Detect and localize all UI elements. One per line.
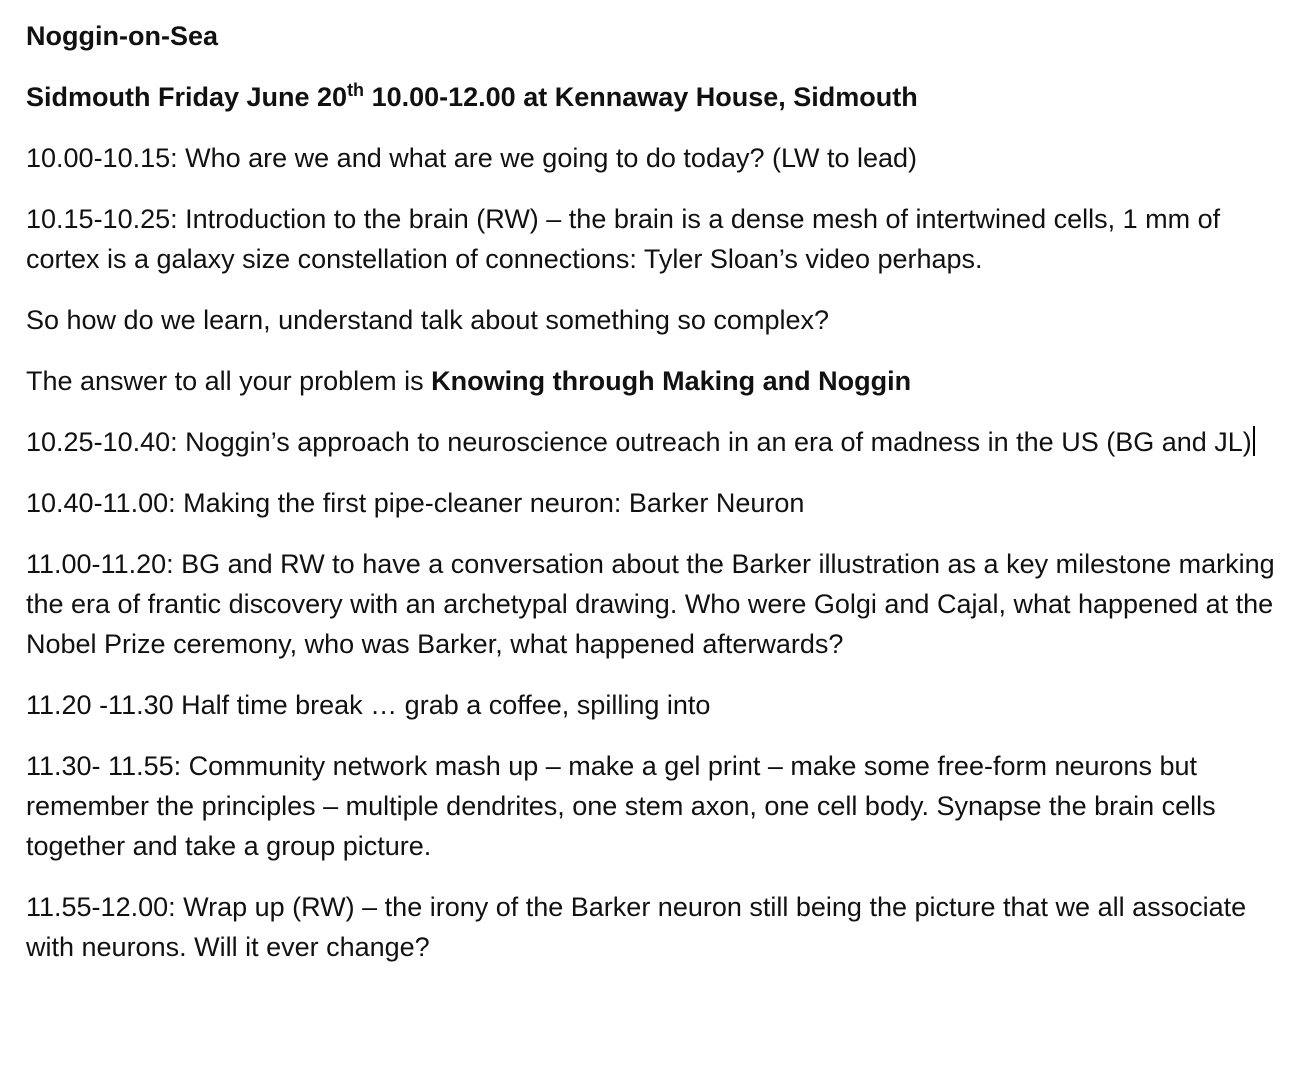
event-heading-date: Sidmouth Friday June 20 [26, 82, 348, 112]
agenda-item-text: 11.55-12.00: Wrap up (RW) – the irony of the Barker neuron still being the picture that we all associate with neurons. Will it ever change? [26, 892, 1247, 962]
bold-phrase: Knowing through Making and Noggin [431, 366, 912, 396]
text-cursor [1253, 426, 1255, 456]
doc-title [26, 16, 1276, 56]
agenda-item-intro [26, 138, 1276, 178]
title-text: Noggin-on-Sea [26, 21, 218, 51]
agenda-item-mash-up [26, 746, 1276, 866]
question-paragraph [26, 300, 1276, 340]
agenda-item-wrap-up [26, 887, 1276, 967]
paragraph-text: So how do we learn, understand talk about something so complex? [26, 305, 829, 335]
agenda-item-conversation [26, 544, 1276, 664]
agenda-item-outreach [26, 422, 1276, 462]
agenda-item-break [26, 685, 1276, 725]
agenda-item-text: 10.25-10.40: Noggin’s approach to neuroscience outreach in an era of madness in the US (BG and JL) [26, 427, 1252, 457]
agenda-item-text: 11.30- 11.55: Community network mash up – make a gel print – make some free-form neurons but remember the principles – multiple dendrites, one stem axon, one cell body. Synapse the brain cells together and take a group picture. [26, 751, 1216, 861]
agenda-item-text: 10.00-10.15: Who are we and what are we going to do today? (LW to lead) [26, 143, 918, 173]
answer-paragraph [26, 361, 1276, 401]
agenda-item-text: 11.20 -11.30 Half time break … grab a coffee, spilling into [26, 690, 711, 720]
agenda-item-text: 10.40-11.00: Making the first pipe-cleaner neuron: Barker Neuron [26, 488, 805, 518]
agenda-item-brain [26, 199, 1276, 279]
date-superscript: th [347, 80, 365, 100]
event-heading [26, 77, 1276, 117]
event-heading-time-location: 10.00-12.00 at Kennaway House, Sidmouth [364, 82, 918, 112]
agenda-item-text: 11.00-11.20: BG and RW to have a conversation about the Barker illustration as a key milestone marking the era of frantic discovery with an archetypal drawing. Who were Golgi and Cajal, what happened at the Nobel Prize ceremony, who was Barker, what happened afterwards? [26, 549, 1275, 659]
agenda-item-text: 10.15-10.25: Introduction to the brain (RW) – the brain is a dense mesh of intertwined cells, 1 mm of cortex is a galaxy size constellation of connections: Tyler Sloan’s video perhaps. [26, 204, 1221, 274]
agenda-item-pipe-cleaner [26, 483, 1276, 523]
paragraph-text: The answer to all your problem is [26, 366, 432, 396]
